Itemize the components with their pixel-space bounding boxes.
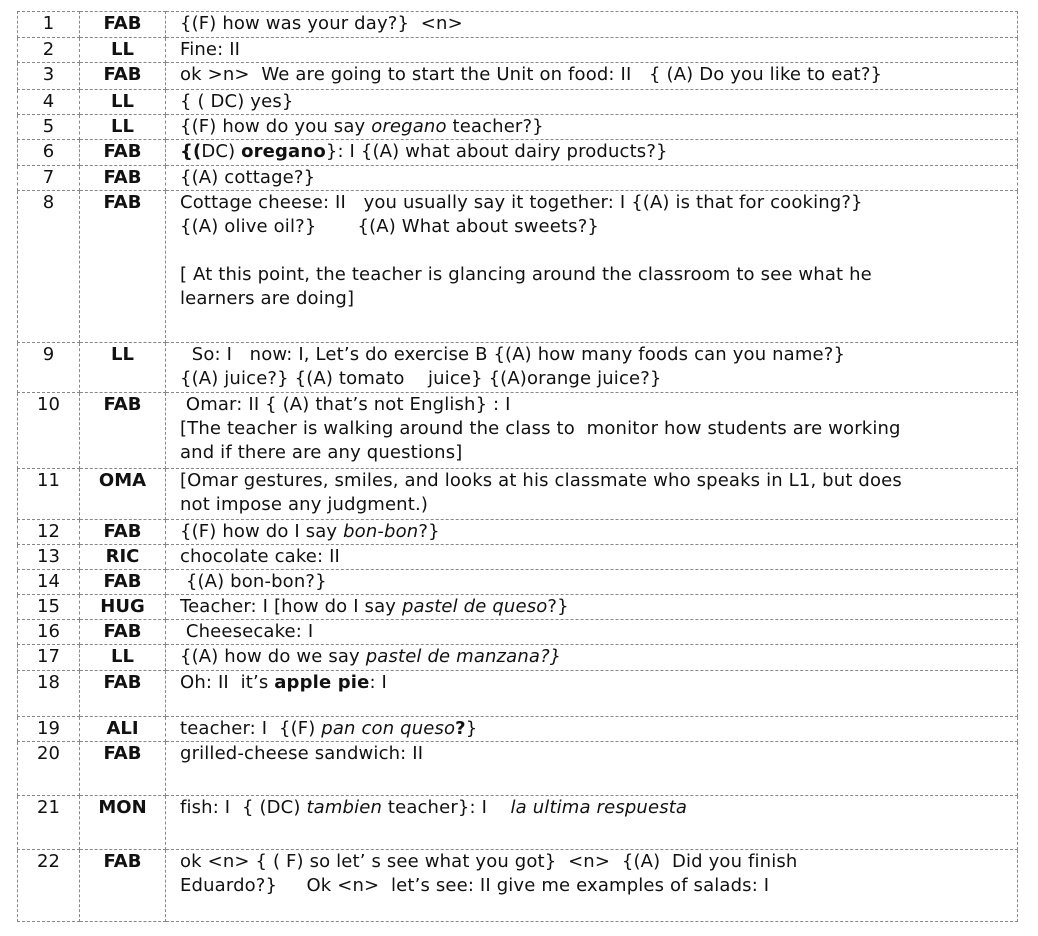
turn-number: 18	[18, 671, 80, 717]
turn-number: 6	[18, 140, 80, 166]
turn-number: 19	[18, 717, 80, 742]
turn-number: 11	[18, 469, 80, 520]
utterance-line	[180, 239, 1011, 263]
text-segment: Cottage cheese: II you usually say it together: I {(A) is that for cooking?}	[180, 192, 863, 213]
transcript-body	[18, 12, 1018, 922]
transcript-row	[18, 393, 1018, 469]
utterance-text	[166, 469, 1018, 520]
transcript-row	[18, 671, 1018, 717]
speaker-code: MON	[80, 796, 166, 850]
turn-number: 20	[18, 742, 80, 796]
utterance-line	[180, 38, 1011, 62]
text-segment: teacher?}	[446, 116, 544, 137]
transcript-table	[17, 11, 1018, 922]
text-segment: DC)	[201, 141, 242, 162]
utterance-line	[180, 140, 1011, 164]
utterance-text	[166, 796, 1018, 850]
utterance-text	[166, 850, 1018, 922]
bold-text: {(	[180, 141, 202, 162]
text-segment: learners are doing]	[180, 288, 355, 309]
transcript-row	[18, 850, 1018, 922]
turn-number: 10	[18, 393, 80, 469]
speaker-code: FAB	[80, 63, 166, 90]
turn-number: 16	[18, 620, 80, 645]
utterance-line	[180, 441, 1011, 465]
transcript-row	[18, 645, 1018, 671]
utterance-text	[166, 140, 1018, 166]
italic-text: tambien	[306, 797, 383, 818]
utterance-line	[180, 520, 1011, 544]
utterance-line	[180, 12, 1011, 36]
utterance-line	[180, 742, 1011, 766]
text-segment: Eduardo?} Ok <n> let’s see: II give me examples of salads: I	[180, 875, 770, 896]
utterance-line	[180, 63, 1011, 87]
text-segment: fish: I { (DC)	[180, 797, 307, 818]
utterance-text	[166, 717, 1018, 742]
utterance-text	[166, 393, 1018, 469]
speaker-code: RIC	[80, 545, 166, 570]
text-segment: [Omar gestures, smiles, and looks at his classmate who speaks in L1, but does	[180, 470, 902, 491]
speaker-code: FAB	[80, 12, 166, 38]
transcript-row	[18, 520, 1018, 545]
transcript-row	[18, 12, 1018, 38]
text-segment: teacher}: I	[382, 797, 511, 818]
text-segment: So: I now: I, Let’s do exercise B {(A) how many foods can you name?}	[180, 344, 846, 365]
utterance-line	[180, 595, 1011, 619]
transcript-row	[18, 63, 1018, 90]
transcript-row	[18, 469, 1018, 520]
text-segment: {(A) how do we say	[180, 646, 366, 667]
utterance-line	[180, 166, 1011, 190]
utterance-line	[180, 570, 1011, 594]
text-segment: grilled-cheese sandwich: II	[180, 743, 424, 764]
text-segment: [The teacher is walking around the class to monitor how students are working	[180, 418, 901, 439]
speaker-code: LL	[80, 115, 166, 140]
utterance-text	[166, 570, 1018, 595]
transcript-row	[18, 38, 1018, 63]
speaker-code: FAB	[80, 191, 166, 343]
text-segment: }: I {(A) what about dairy products?}	[325, 141, 668, 162]
turn-number: 3	[18, 63, 80, 90]
speaker-code: OMA	[80, 469, 166, 520]
italic-text: pan con queso	[321, 718, 456, 739]
turn-number: 8	[18, 191, 80, 343]
utterance-text	[166, 343, 1018, 393]
speaker-code: FAB	[80, 671, 166, 717]
text-segment: {(A) olive oil?} {(A) What about sweets?}	[180, 216, 600, 237]
utterance-line	[180, 367, 1011, 391]
text-segment: {(F) how do I say	[180, 521, 344, 542]
speaker-code: HUG	[80, 595, 166, 620]
utterance-text	[166, 12, 1018, 38]
transcript-row	[18, 343, 1018, 393]
italic-text: la ultima respuesta	[510, 797, 688, 818]
utterance-line	[180, 671, 1011, 695]
text-segment: {(A) bon-bon?}	[180, 571, 327, 592]
transcript-row	[18, 620, 1018, 645]
turn-number: 17	[18, 645, 80, 671]
turn-number: 2	[18, 38, 80, 63]
transcript-row	[18, 717, 1018, 742]
utterance-line	[180, 287, 1011, 311]
text-segment: {(A) juice?} {(A) tomato juice} {(A)orange juice?}	[180, 368, 662, 389]
speaker-code: FAB	[80, 520, 166, 545]
utterance-line	[180, 469, 1011, 493]
transcript-row	[18, 570, 1018, 595]
utterance-line	[180, 645, 1011, 669]
turn-number: 22	[18, 850, 80, 922]
transcript-row	[18, 191, 1018, 343]
speaker-code: FAB	[80, 742, 166, 796]
turn-number: 14	[18, 570, 80, 595]
utterance-line	[180, 393, 1011, 417]
text-segment: Omar: II { (A) that’s not English} : I	[180, 394, 511, 415]
utterance-line	[180, 90, 1011, 114]
utterance-line	[180, 263, 1011, 287]
utterance-text	[166, 90, 1018, 115]
text-segment: { ( DC) yes}	[180, 91, 294, 112]
utterance-text	[166, 166, 1018, 191]
utterance-text	[166, 38, 1018, 63]
transcript-row	[18, 166, 1018, 191]
text-segment: not impose any judgment.)	[180, 494, 428, 515]
transcript-row	[18, 796, 1018, 850]
utterance-line	[180, 343, 1011, 367]
utterance-text	[166, 671, 1018, 717]
utterance-line	[180, 115, 1011, 139]
text-segment: ok <n> { ( F) so let’ s see what you got} <n> {(A) Did you finish	[180, 851, 798, 872]
speaker-code: LL	[80, 343, 166, 393]
text-segment: Cheesecake: I	[180, 621, 314, 642]
turn-number: 1	[18, 12, 80, 38]
speaker-code: LL	[80, 90, 166, 115]
speaker-code: FAB	[80, 140, 166, 166]
bold-text: oregano	[241, 141, 326, 162]
italic-text: pastel de manzana?}	[365, 646, 562, 667]
utterance-line	[180, 850, 1011, 874]
utterance-text	[166, 645, 1018, 671]
utterance-text	[166, 545, 1018, 570]
text-segment: {(A) cottage?}	[180, 167, 316, 188]
utterance-text	[166, 595, 1018, 620]
turn-number: 13	[18, 545, 80, 570]
speaker-code: LL	[80, 645, 166, 671]
speaker-code: ALI	[80, 717, 166, 742]
speaker-code: FAB	[80, 620, 166, 645]
speaker-code: FAB	[80, 850, 166, 922]
turn-number: 21	[18, 796, 80, 850]
utterance-line	[180, 796, 1011, 820]
turn-number: 9	[18, 343, 80, 393]
utterance-line	[180, 620, 1011, 644]
utterance-text	[166, 63, 1018, 90]
italic-text: bon-bon	[343, 521, 419, 542]
text-segment: [ At this point, the teacher is glancing around the classroom to see what he	[180, 264, 872, 285]
utterance-text	[166, 620, 1018, 645]
text-segment: : I	[369, 672, 387, 693]
turn-number: 4	[18, 90, 80, 115]
utterance-line	[180, 493, 1011, 517]
utterance-text	[166, 115, 1018, 140]
speaker-code: FAB	[80, 166, 166, 191]
utterance-line	[180, 874, 1011, 898]
utterance-line	[180, 545, 1011, 569]
turn-number: 5	[18, 115, 80, 140]
text-segment: ok >n> We are going to start the Unit on food: II { (A) Do you like to eat?}	[180, 64, 883, 85]
text-segment: and if there are any questions]	[180, 442, 463, 463]
utterance-text	[166, 742, 1018, 796]
text-segment: teacher: I {(F)	[180, 718, 322, 739]
turn-number: 7	[18, 166, 80, 191]
transcript-row	[18, 545, 1018, 570]
utterance-line	[180, 417, 1011, 441]
turn-number: 15	[18, 595, 80, 620]
text-segment: ?}	[547, 596, 569, 617]
transcript-row	[18, 90, 1018, 115]
transcript-row	[18, 115, 1018, 140]
transcript-row	[18, 140, 1018, 166]
turn-number: 12	[18, 520, 80, 545]
italic-text: oregano	[371, 116, 447, 137]
transcript-row	[18, 595, 1018, 620]
utterance-line	[180, 215, 1011, 239]
transcript-row	[18, 742, 1018, 796]
text-segment: Oh: II it’s	[180, 672, 275, 693]
utterance-text	[166, 191, 1018, 343]
text-segment: chocolate cake: II	[180, 546, 340, 567]
text-segment: ?}	[418, 521, 440, 542]
speaker-code: FAB	[80, 570, 166, 595]
speaker-code: FAB	[80, 393, 166, 469]
text-segment: {(F) how was your day?} <n>	[180, 13, 463, 34]
utterance-text	[166, 520, 1018, 545]
bold-text: apple pie	[274, 672, 370, 693]
italic-text: pastel de queso	[401, 596, 548, 617]
utterance-line	[180, 717, 1011, 741]
speaker-code: LL	[80, 38, 166, 63]
text-segment: }	[465, 718, 478, 739]
bold-text: ?	[455, 718, 466, 739]
text-segment: Teacher: I [how do I say	[180, 596, 402, 617]
text-segment: {(F) how do you say	[180, 116, 372, 137]
utterance-line	[180, 191, 1011, 215]
text-segment: Fine: II	[180, 39, 241, 60]
